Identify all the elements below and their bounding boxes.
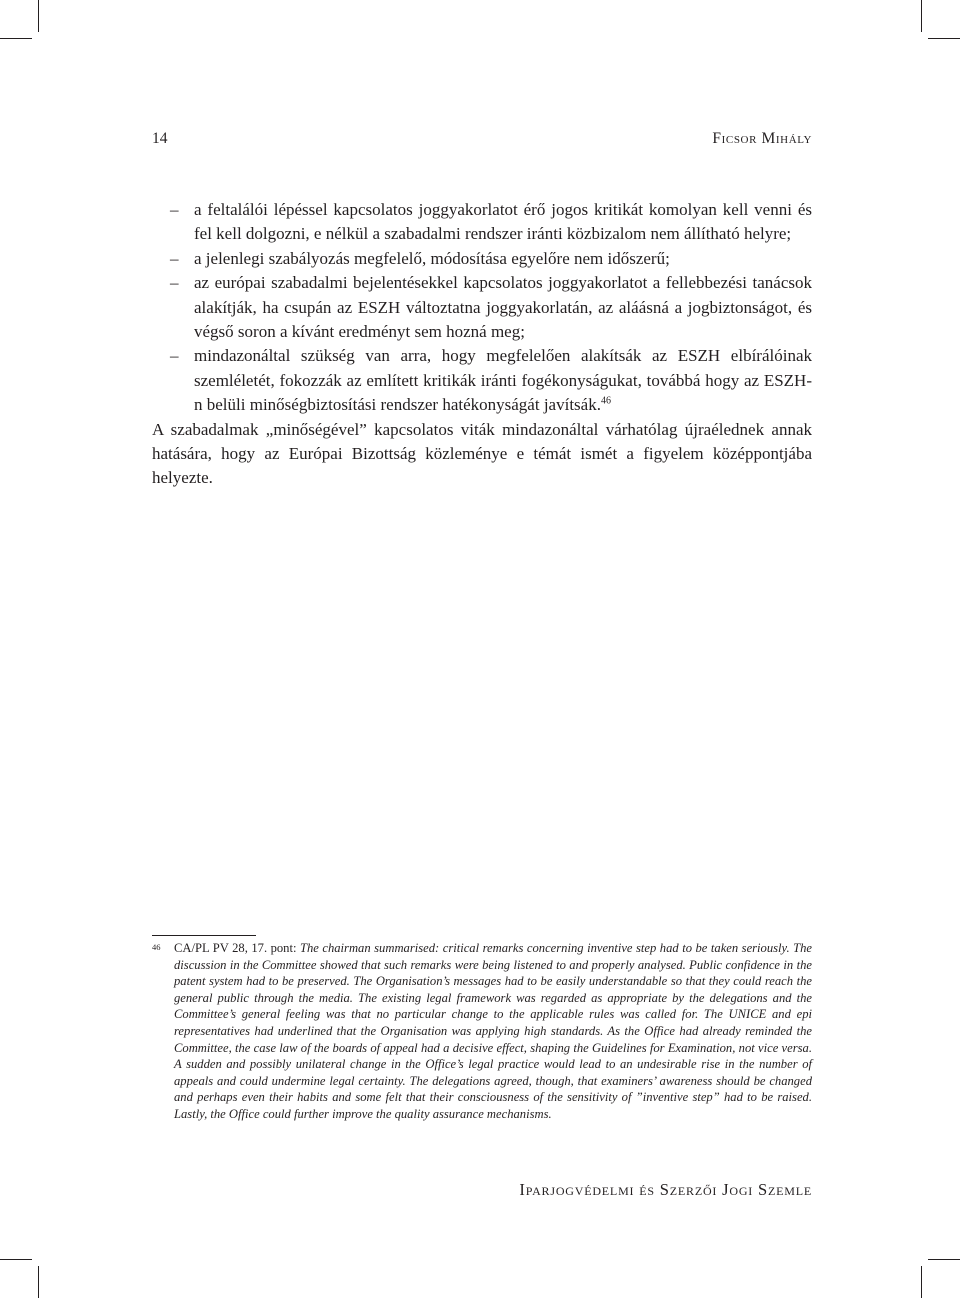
footnote-citation: CA/PL PV 28, 17. pont: (174, 941, 300, 955)
crop-mark-top-right-h (928, 38, 960, 39)
list-item (152, 271, 812, 344)
journal-title: Iparjogvédelmi és Szerzői Jogi Szemle (519, 1180, 812, 1199)
crop-mark-bottom-left-h (0, 1259, 32, 1260)
list-item (152, 247, 812, 271)
dash-marker: – (170, 200, 179, 219)
dash-marker: – (170, 346, 179, 366)
crop-mark-bottom-right (921, 1266, 922, 1298)
crop-mark-bottom-left (38, 1266, 39, 1298)
crop-mark-top-left (38, 0, 39, 32)
list-item-text: a jelenlegi szabályozás megfelelő, módosítása egyelőre nem időszerű; (194, 248, 670, 268)
footnote-number: 46 (152, 942, 161, 952)
author-name: Ficsor Mihály (712, 130, 812, 147)
footnote-rule (152, 935, 256, 936)
running-head (152, 130, 812, 154)
crop-mark-top-left-h (0, 38, 32, 39)
bullet-list (152, 198, 812, 418)
footnote-body (152, 940, 812, 1123)
crop-mark-top-right (921, 0, 922, 32)
footnote (152, 940, 812, 1123)
dash-marker: – (170, 273, 179, 293)
footnote-quote: The chairman summarised: critical remarks concerning inventive step had to be taken seriously. The discussion in the Committee showed that such remarks were being listened to and properly analysed. Public confidence in the patent system had to be preserved. The Organisation’s messages had to be easily understandable so that they could reach the general public through the media. The existing legal framework was regarded as appropriate by the delegations and the Committee’s general feeling was that no particular change to the applicable rules was called for. The UNICE and epi representatives had underlined that the Organisation was applying high standards. As the Office had already reminded the Committee, the case law of the boards of appeal had a decisive effect, shaping the Guidelines for Examination, not vice versa. A sudden and possibly unilateral change in the Office’s legal practice would lead to an undesirable rise in the number of appeals and could undermine legal certainty. The delegations agreed, though, that examiners’ awareness should be changed and perhaps even their habits and some felt that their consciousness of the sensitivity of ”inventive step” had to be raised. Lastly, the Office could further improve the quality assurance mechanisms. (174, 941, 812, 1121)
page-number: 14 (152, 130, 168, 147)
body-text (152, 198, 812, 491)
list-item-text: a feltalálói lépéssel kapcsolatos joggyakorlatot érő jogos kritikát komolyan kell venni és fel kell dolgozni, e nélkül a szabadalmi rendszer iránti közbizalom nem állítható helyre; (194, 200, 812, 244)
footnote-reference[interactable]: 46 (600, 395, 611, 407)
dash-marker: – (170, 248, 179, 268)
list-item (152, 198, 812, 247)
list-item (152, 344, 812, 417)
list-item-text: mindazonáltal szükség van arra, hogy megfelelően alakítsák az ESZH elbírálóinak szemléletét, fokozzák az említett kritikák iránti fogékonyságukat, továbbá hogy az ESZH-n belüli minőségbiztosítási rendszer hatékonyságát javítsák. (194, 346, 812, 415)
body-paragraph: A szabadalmak „minőségével” kapcsolatos viták mindazonáltal várhatólag újraélednek annak hatására, hogy az Európai Bizottság közleménye e témát ismét a figyelem középpontjába helyezte. (152, 419, 812, 488)
crop-mark-bottom-right-h (928, 1259, 960, 1260)
list-item-text: az európai szabadalmi bejelentésekkel kapcsolatos joggyakorlatot a fellebbezési tanácsok alakítják, ha csupán az ESZH változtatna joggyakorlatán, az aláásná a jogbiztonságot, és végső soron a kívánt eredményt sem hozná meg; (194, 273, 812, 342)
